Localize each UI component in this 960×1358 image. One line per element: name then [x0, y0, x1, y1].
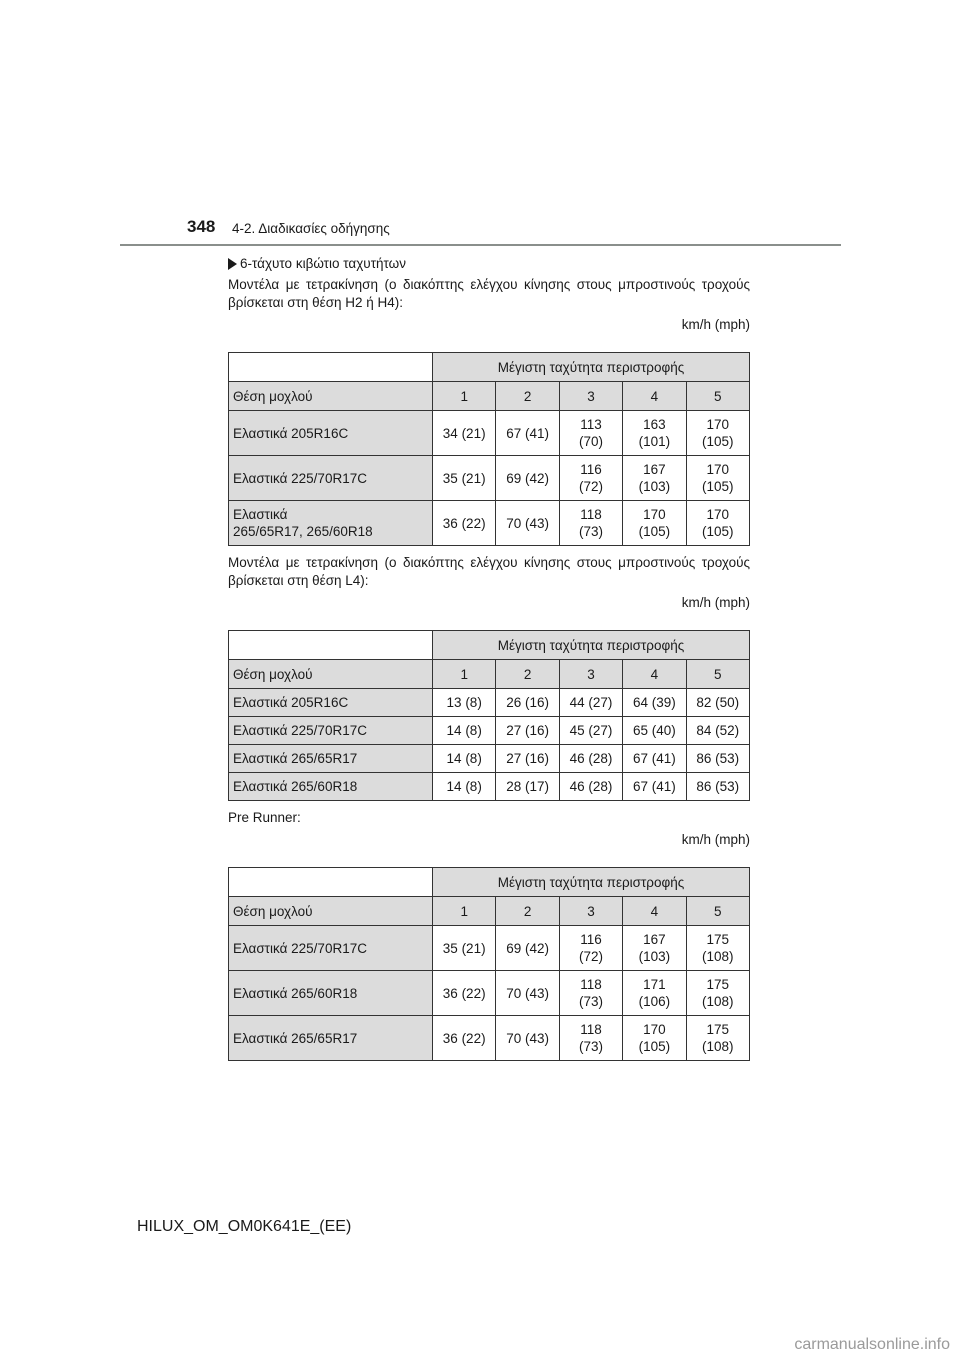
speed-table-h2-h4: [228, 352, 750, 546]
table-cell: 14 (8): [433, 745, 496, 773]
paragraph-pre-runner: Pre Runner:: [228, 810, 301, 825]
gear-cell: 2: [496, 897, 559, 926]
table-cell: [623, 1016, 686, 1061]
unit-label: km/h (mph): [681, 317, 750, 332]
table-header-blank: [229, 631, 433, 660]
tire-label: [229, 501, 433, 546]
cell-mph: (105): [702, 524, 734, 539]
subheading-text: 6-τάχυτο κιβώτιο ταχυτήτων: [240, 256, 406, 271]
gear-row: [229, 897, 750, 926]
cell-kmh: 171: [643, 977, 666, 992]
table-cell: [623, 411, 686, 456]
tire-label: Ελαστικά 205R16C: [229, 411, 433, 456]
section-title: 4-2. Διαδικασίες οδήγησης: [232, 221, 390, 236]
table-row: [229, 745, 750, 773]
table-cell: 36 (22): [433, 971, 496, 1016]
watermark: carmanualsonline.info: [794, 1336, 950, 1353]
table-row: [229, 411, 750, 456]
table-row: [229, 926, 750, 971]
table-cell: [686, 1016, 749, 1061]
table-cell: 70 (43): [496, 971, 559, 1016]
table-cell: [559, 456, 622, 501]
table-cell: 45 (27): [559, 717, 622, 745]
cell-kmh: 175: [706, 977, 730, 992]
gear-cell: 1: [433, 660, 496, 689]
table-header-blank: [229, 353, 433, 382]
cell-kmh: 170: [643, 507, 666, 522]
unit-label: km/h (mph): [681, 832, 750, 847]
gear-cell: 1: [433, 897, 496, 926]
table-cell: [686, 971, 749, 1016]
table-row: [229, 971, 750, 1016]
table-cell: 26 (16): [496, 689, 559, 717]
gear-cell: 4: [623, 382, 686, 411]
gear-cell: 2: [496, 382, 559, 411]
table-cell: 46 (28): [559, 745, 622, 773]
table-row: [229, 773, 750, 801]
cell-mph: (72): [578, 949, 603, 964]
table-cell: 28 (17): [496, 773, 559, 801]
table-cell: [559, 971, 622, 1016]
triangle-bullet-icon: [228, 258, 237, 270]
cell-kmh: 118: [580, 977, 602, 992]
gear-label: Θέση μοχλού: [229, 382, 433, 411]
tire-label: Ελαστικά 265/60R18: [229, 773, 433, 801]
page-number: 348: [187, 217, 216, 236]
table-cell: 69 (42): [496, 926, 559, 971]
table-cell: [686, 411, 749, 456]
cell-kmh: 116: [580, 932, 602, 947]
cell-mph: (105): [638, 524, 671, 539]
cell-mph: (105): [702, 479, 734, 494]
table-row: [229, 456, 750, 501]
table-cell: 46 (28): [559, 773, 622, 801]
table-cell: 44 (27): [559, 689, 622, 717]
gear-cell: 3: [559, 660, 622, 689]
unit-label: km/h (mph): [681, 595, 750, 610]
table-cell: 35 (21): [433, 926, 496, 971]
gear-row: [229, 660, 750, 689]
table-cell: 69 (42): [496, 456, 559, 501]
gear-label: Θέση μοχλού: [229, 660, 433, 689]
cell-mph: (73): [578, 524, 603, 539]
tire-label: Ελαστικά 265/65R17: [229, 745, 433, 773]
table-header-row: [229, 631, 750, 660]
cell-mph: (108): [702, 949, 734, 964]
table-cell: [686, 926, 749, 971]
table-row: [229, 689, 750, 717]
cell-kmh: 170: [706, 462, 730, 477]
table-cell: 14 (8): [433, 773, 496, 801]
cell-mph: (103): [638, 949, 671, 964]
tire-label-line: 265/65R17, 265/60R18: [233, 524, 373, 539]
cell-kmh: 175: [706, 1022, 730, 1037]
gear-row: [229, 382, 750, 411]
tire-label: Ελαστικά 265/60R18: [229, 971, 433, 1016]
subheading: [228, 255, 750, 273]
paragraph-h2-h4: Μοντέλα με τετρακίνηση (ο διακόπτης ελέγχου κίνησης στους μπροστινούς τροχούς βρίσκεται στη θέση H2 ή H4):: [228, 277, 750, 310]
gear-cell: 5: [686, 382, 749, 411]
cell-mph: (105): [638, 1039, 671, 1054]
gear-cell: 3: [559, 897, 622, 926]
cell-mph: (105): [702, 434, 734, 449]
tire-label: Ελαστικά 225/70R17C: [229, 456, 433, 501]
cell-kmh: 170: [643, 1022, 666, 1037]
table-cell: 70 (43): [496, 1016, 559, 1061]
cell-mph: (73): [578, 994, 603, 1009]
table-cell: 67 (41): [496, 411, 559, 456]
cell-kmh: 170: [706, 417, 730, 432]
table-header-cell: Μέγιστη ταχύτητα περιστροφής: [433, 868, 750, 897]
table-cell: [623, 456, 686, 501]
table-cell: 82 (50): [686, 689, 749, 717]
gear-cell: 1: [433, 382, 496, 411]
speed-table-l4: [228, 630, 750, 801]
cell-kmh: 170: [706, 507, 730, 522]
cell-mph: (101): [638, 434, 671, 449]
gear-cell: 3: [559, 382, 622, 411]
cell-kmh: 175: [706, 932, 730, 947]
tire-label: Ελαστικά 265/65R17: [229, 1016, 433, 1061]
table-cell: [559, 411, 622, 456]
cell-kmh: 167: [643, 932, 666, 947]
cell-kmh: 118: [580, 507, 602, 522]
cell-mph: (70): [578, 434, 603, 449]
table-cell: 64 (39): [623, 689, 686, 717]
cell-kmh: 113: [580, 417, 602, 432]
cell-mph: (103): [638, 479, 671, 494]
table-cell: [623, 971, 686, 1016]
cell-kmh: 167: [643, 462, 666, 477]
table-cell: [623, 926, 686, 971]
table-row: [229, 1016, 750, 1061]
table-cell: 86 (53): [686, 773, 749, 801]
cell-mph: (106): [638, 994, 671, 1009]
gear-cell: 4: [623, 660, 686, 689]
cell-kmh: 163: [643, 417, 666, 432]
table-cell: 36 (22): [433, 1016, 496, 1061]
table-cell: 36 (22): [433, 501, 496, 546]
gear-cell: 5: [686, 897, 749, 926]
table-cell: 67 (41): [623, 745, 686, 773]
table-cell: 13 (8): [433, 689, 496, 717]
document-code-footer: HILUX_OM_OM0K641E_(EE): [137, 1218, 352, 1235]
table-header-cell: Μέγιστη ταχύτητα περιστροφής: [433, 353, 750, 382]
table-header-blank: [229, 868, 433, 897]
gear-label: Θέση μοχλού: [229, 897, 433, 926]
table-cell: 35 (21): [433, 456, 496, 501]
tire-label: Ελαστικά 225/70R17C: [229, 926, 433, 971]
cell-mph: (108): [702, 1039, 734, 1054]
tire-label: Ελαστικά 205R16C: [229, 689, 433, 717]
table-cell: [559, 926, 622, 971]
table-row: [229, 501, 750, 546]
content: [228, 255, 750, 1061]
table-row: [229, 717, 750, 745]
cell-mph: (73): [578, 1039, 603, 1054]
gear-cell: 4: [623, 897, 686, 926]
table-cell: 27 (16): [496, 717, 559, 745]
tire-label: Ελαστικά 225/70R17C: [229, 717, 433, 745]
cell-kmh: 116: [580, 462, 602, 477]
table-header-row: [229, 868, 750, 897]
table-cell: 65 (40): [623, 717, 686, 745]
table-cell: 86 (53): [686, 745, 749, 773]
cell-mph: (108): [702, 994, 734, 1009]
table-cell: [686, 456, 749, 501]
table-cell: [686, 501, 749, 546]
paragraph-l4: Μοντέλα με τετρακίνηση (ο διακόπτης ελέγχου κίνησης στους μπροστινούς τροχούς βρίσκεται στη θέση L4):: [228, 555, 750, 588]
header-divider: [120, 244, 841, 246]
speed-table-pre-runner: [228, 867, 750, 1061]
gear-cell: 5: [686, 660, 749, 689]
table-cell: 27 (16): [496, 745, 559, 773]
table-cell: 70 (43): [496, 501, 559, 546]
table-cell: [559, 1016, 622, 1061]
tire-label-line: Ελαστικά: [233, 507, 288, 522]
gear-cell: 2: [496, 660, 559, 689]
cell-kmh: 118: [580, 1022, 602, 1037]
table-cell: 67 (41): [623, 773, 686, 801]
table-cell: 14 (8): [433, 717, 496, 745]
table-cell: [559, 501, 622, 546]
table-cell: 34 (21): [433, 411, 496, 456]
table-cell: 84 (52): [686, 717, 749, 745]
table-cell: [623, 501, 686, 546]
table-header-row: [229, 353, 750, 382]
table-header-cell: Μέγιστη ταχύτητα περιστροφής: [433, 631, 750, 660]
cell-mph: (72): [578, 479, 603, 494]
